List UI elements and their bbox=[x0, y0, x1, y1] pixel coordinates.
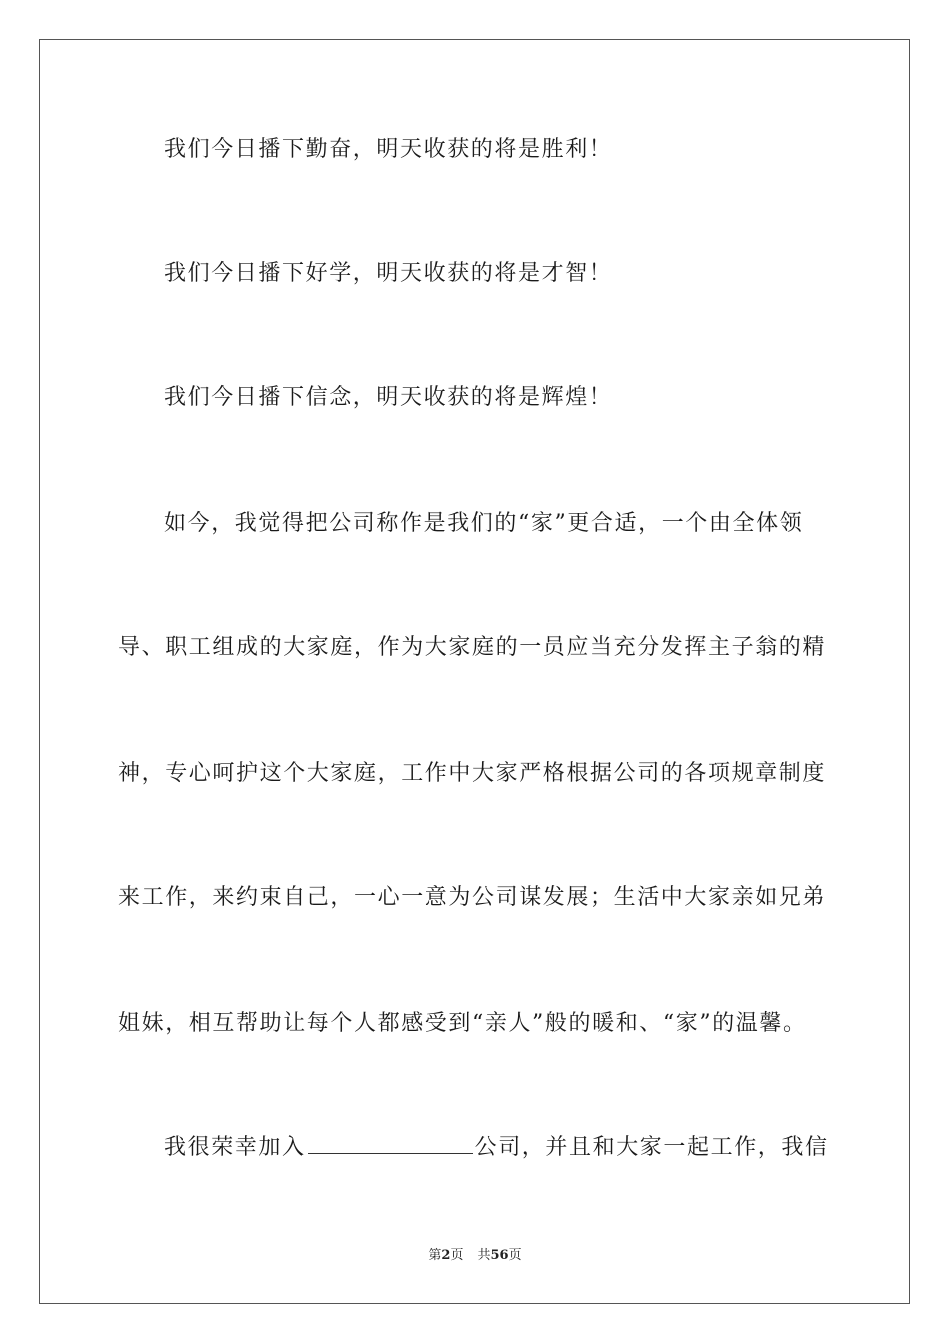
paragraph-line: 来工作，来约束自己，一心一意为公司谋发展；生活中大家亲如兄弟 bbox=[118, 885, 827, 910]
paragraph-line: 我们今日播下勤奋，明天收获的将是胜利！ bbox=[164, 137, 613, 162]
page-footer bbox=[0, 1247, 950, 1265]
line-text-after-blank: 公司，并且和大家一起工作，我信 bbox=[474, 1135, 829, 1160]
page-number: 2 bbox=[441, 1248, 451, 1263]
paragraph-line: 如今，我觉得把公司称作是我们的“家”更合适，一个由全体领 bbox=[164, 511, 804, 536]
paragraph-line-with-blank bbox=[164, 1133, 884, 1163]
total-suffix: 页 bbox=[508, 1248, 522, 1263]
line-text-before-blank: 我很荣幸加入 bbox=[164, 1135, 306, 1160]
page-suffix: 页 bbox=[450, 1248, 464, 1263]
paragraph-line: 导、职工组成的大家庭，作为大家庭的一员应当充分发挥主子翁的精 bbox=[118, 635, 827, 660]
fill-in-blank bbox=[308, 1135, 473, 1154]
paragraph-line: 姐妹，相互帮助让每个人都感受到“亲人”般的暖和、“家”的温馨。 bbox=[118, 1011, 807, 1036]
total-prefix: 共 bbox=[477, 1248, 491, 1263]
total-pages: 56 bbox=[490, 1248, 509, 1263]
page-prefix: 第 bbox=[428, 1248, 442, 1263]
paragraph-line: 神，专心呵护这个大家庭，工作中大家严格根据公司的各项规章制度 bbox=[118, 761, 827, 786]
paragraph-line: 我们今日播下好学，明天收获的将是才智！ bbox=[164, 261, 613, 286]
page-border bbox=[39, 39, 910, 1304]
paragraph-line: 我们今日播下信念，明天收获的将是辉煌！ bbox=[164, 385, 613, 410]
